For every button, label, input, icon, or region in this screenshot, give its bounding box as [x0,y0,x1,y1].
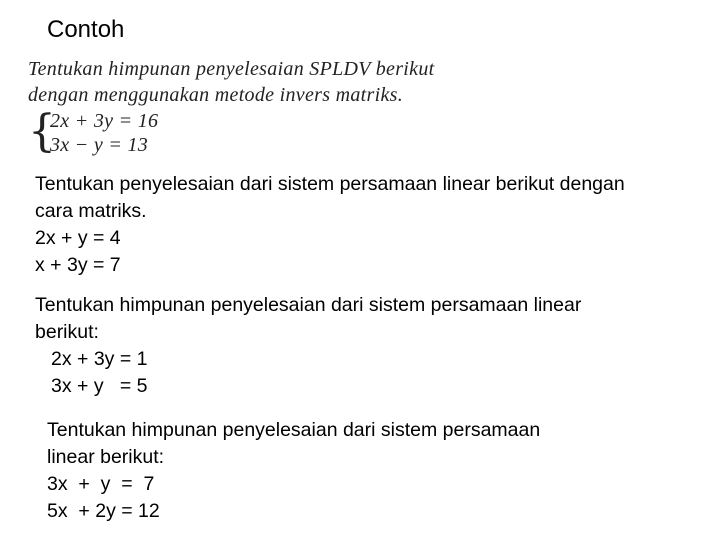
problem-3-equation-1: 3x + y = 7 [47,473,155,495]
problem-1-equation-1: 2x + y = 4 [35,227,121,249]
problem-2-equation-1: 2x + 3y = 1 [51,348,148,370]
problem-1-line-1: Tentukan penyelesaian dari sistem persamaan linear berikut dengan [35,173,625,195]
problem-2-line-1: Tentukan himpunan penyelesaian dari sistem persamaan linear [35,294,582,316]
problem-1-equation-2: x + 3y = 7 [35,254,121,276]
example-equation-1: 2x + 3y = 16 [50,110,159,132]
example-equation-2: 3x − y = 13 [50,134,149,156]
example-equation-system [28,106,588,158]
problem-3-line-1: Tentukan himpunan penyelesaian dari sistem persamaan [47,419,541,441]
problem-1-line-2: cara matriks. [35,200,147,222]
example-line-2: dengan menggunakan metode invers matriks. [28,84,404,106]
problem-2-line-2: berikut: [35,321,99,343]
brace-symbol: { [28,106,57,157]
problem-3-line-2: linear berikut: [47,446,165,468]
problem-3-equation-2: 5x + 2y = 12 [47,500,160,522]
problem-2-equation-2: 3x + y = 5 [51,375,148,397]
example-line-1: Tentukan himpunan penyelesaian SPLDV berikut [28,58,435,80]
slide-title: Contoh [47,16,125,43]
example-problem [28,56,588,158]
